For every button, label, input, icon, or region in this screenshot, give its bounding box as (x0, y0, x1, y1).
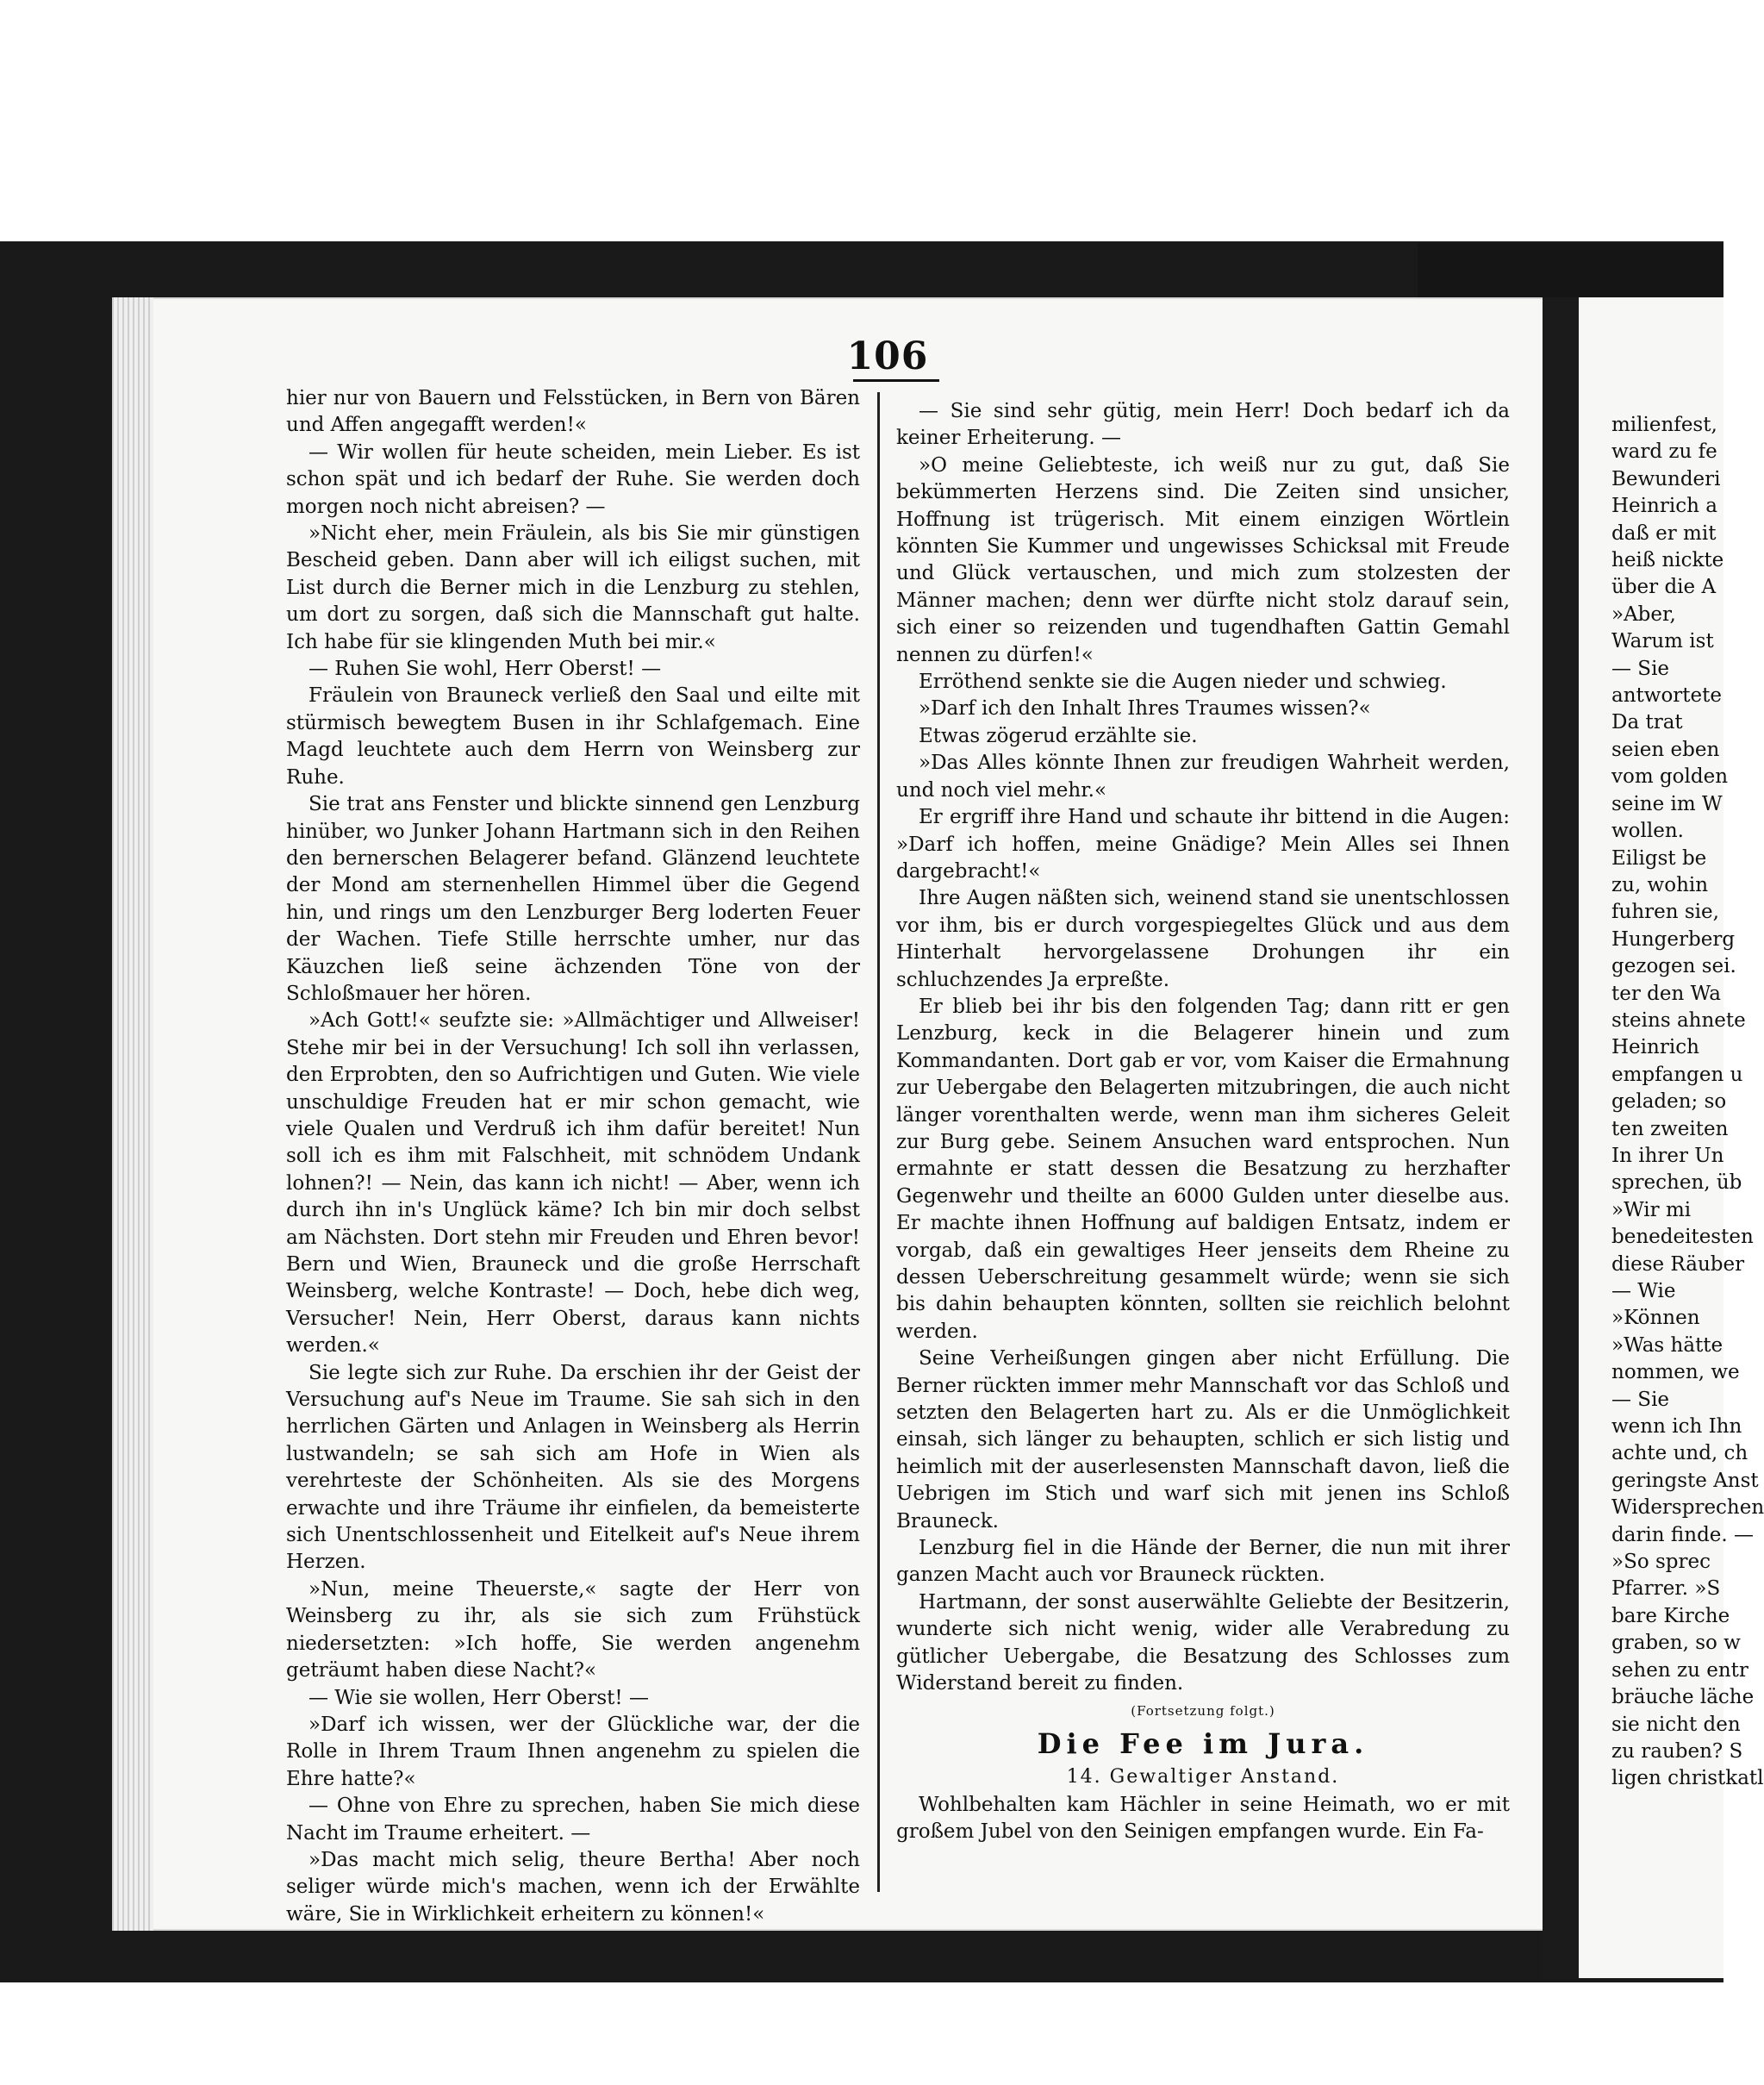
facing-page-line: geringste Anst (1611, 1469, 1759, 1492)
page-edges (112, 297, 153, 1931)
facing-page-line: wenn ich Ihn (1611, 1415, 1742, 1439)
facing-page-line: antwortete (1611, 684, 1723, 708)
facing-page-line: — Sie (1611, 1388, 1670, 1411)
facing-page-line: bare Kirche (1611, 1604, 1730, 1627)
facing-page-line: — Wie (1611, 1280, 1676, 1302)
right-column (896, 398, 1510, 1846)
paragraph: — Wir wollen für heute scheiden, mein Lieber. Es ist schon spät und ich bedarf der Ruhe. Sie werden doch morgen noch nicht abreisen? — (286, 440, 860, 518)
page-number: 106 (846, 334, 929, 378)
facing-page-line: empfangen u (1611, 1063, 1743, 1086)
facing-page-line: milienfest, (1611, 414, 1717, 436)
facing-page-line: »Wir mi (1611, 1198, 1692, 1221)
facing-page-line: daß er mit (1611, 521, 1717, 545)
continuation-note: (Fortsetzung folgt.) (1131, 1702, 1275, 1719)
facing-page-line: heiß nickte (1611, 549, 1724, 572)
page-number-underline (853, 379, 939, 382)
left-column (286, 385, 860, 1928)
paragraph: Er ergriff ihre Hand und schaute ihr bittend in die Augen: »Darf ich hoffen, meine Gnädige? Mein Alles sei Ihnen dargebracht!« (896, 806, 1510, 883)
facing-page-line: diese Räuber (1611, 1252, 1745, 1276)
paragraph: Sie trat ans Fenster und blickte sinnend gen Lenzburg hinüber, wo Junker Johann Hartmann sich in den Reihen den bernerschen Belagerer befand. Glänzend leuchtete der Mond am sternenhellen Himmel über die Gegend hin, und rings um den Lenzburger Berg loderten Feuer der Wachen. Tiefe Stille herrschte umher, nur das Käuzchen ließ seine ächzenden Töne von der Schloßmauer her hören. (286, 793, 860, 1005)
facing-page-line: graben, so w (1611, 1632, 1741, 1655)
paragraph: Hartmann, der sonst auserwählte Geliebte der Besitzerin, wunderte sich nicht wenig, wider alle Verabredung zu gütlicher Uebergabe, die Besatzung des Schlosses zum Widerstand bereit zu finden. (896, 1590, 1510, 1695)
facing-page-line: Warum ist (1611, 630, 1714, 653)
facing-page-line: ward zu fe (1611, 440, 1717, 464)
facing-page-line: Heinrich a (1611, 495, 1717, 518)
paragraph: Etwas zögerud erzählte sie. (919, 724, 1198, 747)
facing-page-line: bräuche läche (1611, 1686, 1755, 1709)
paragraph: »Ach Gott!« seufzte sie: »Allmächtiger und Allweiser! Stehe mir bei in der Versuchung! Ich soll ihn verlassen, den Erprobten, den so Aufrichtigen und Guten. Wie viele unschuldige Freuden hat er mir schon gemacht, wie viele Qualen und Verdruß ich ihm dafür bereitet! Nun soll ich es ihm mit Falschheit, mit schnödem Undank lohnen?! — Nein, das kann ich nicht! — Aber, wenn ich durch ihn in's Unglück käme? Ich bin mir doch selbst am Nächsten. Dort stehn mir Freuden und Ehren bevor! Bern und Wien, Brauneck und die große Herrschaft Weinsberg, welche Kontraste! — Doch, hebe dich weg, Versucher! Nein, Herr Oberst, daraus kann nichts werden.« (286, 1009, 860, 1358)
paragraph: »Nun, meine Theuerste,« sagte der Herr von Weinsberg zu ihr, als sie sich zum Frühstück niedersetzten: »Ich hoffe, Sie werden angenehm geträumt haben diese Nacht?« (286, 1577, 860, 1682)
paragraph: »Darf ich den Inhalt Ihres Traumes wissen?« (919, 697, 1371, 721)
facing-page-line: gezogen sei. (1611, 955, 1736, 978)
paragraph: Fräulein von Brauneck verließ den Saal und eilte mit stürmisch bewegtem Busen in ihr Schlafgemach. Eine Magd leuchtete auch dem Herrn von Weinsberg zur Ruhe. (286, 684, 860, 789)
paragraph: — Ruhen Sie wohl, Herr Oberst! — (309, 658, 662, 681)
paragraph: hier nur von Bauern und Felsstücken, in Bern von Bären und Affen angegafft werden!« (286, 387, 860, 437)
paragraph: »O meine Geliebteste, ich weiß nur zu gut, daß Sie bekümmerten Herzens sind. Die Zeiten sind unsicher, Hoffnung ist trügerisch. Mit einem einzigen Wörtlein könnten Sie Kummer und ungewisses Schicksal mit Freude und Glück vertauschen, und mich zum stolzesten der Männer machen; denn wer dürfte nicht stolz darauf sein, sich einer so reizenden und tugendhaften Gattin Gemahl nennen zu dürfen!« (896, 453, 1510, 666)
facing-page-line: ten zweiten (1611, 1117, 1729, 1140)
facing-page-line: Eiligst be (1611, 846, 1707, 870)
facing-page-line: darin finde. — (1611, 1523, 1755, 1546)
paragraph: Sie legte sich zur Ruhe. Da erschien ihr der Geist der Versuchung auf's Neue im Traume. Sie sah sich in den herrlichen Gärten und Anlagen in Weinsberg als Herrin lustwandeln; se sah sich am Hofe in Wien als verehrteste der Schönheiten. Als sie des Morgens erwachte und ihre Träume ihr einfielen, da bemeisterte sich Unentschlossenheit und Eitelkeit auf's Neue ihrem Herzen. (286, 1361, 860, 1574)
paragraph: — Sie sind sehr gütig, mein Herr! Doch bedarf ich da keiner Erheiterung. — (896, 400, 1510, 450)
scan-top-margin (0, 0, 1723, 241)
facing-page-line: wollen. (1611, 820, 1684, 843)
facing-page-line: Bewunderi (1611, 467, 1721, 490)
facing-page-line: »Können (1611, 1307, 1700, 1330)
facing-page-line: Pfarrer. »S (1611, 1577, 1721, 1601)
facing-page-line: seine im W (1611, 792, 1723, 815)
facing-page-line: ligen christkatl (1611, 1767, 1764, 1790)
facing-page-line: über die A (1611, 576, 1717, 599)
facing-page-line: achte und, ch (1611, 1442, 1748, 1465)
paragraph: Erröthend senkte sie die Augen nieder und schwieg. (919, 671, 1447, 694)
paragraph: »Das Alles könnte Ihnen zur freudigen Wahrheit werden, und noch viel mehr.« (896, 752, 1510, 802)
paragraph: — Wie sie wollen, Herr Oberst! — (309, 1686, 649, 1709)
facing-page-line: nommen, we (1611, 1361, 1740, 1384)
book-gutter (1543, 297, 1579, 1978)
paragraph: — Ohne von Ehre zu sprechen, haben Sie mich diese Nacht im Traume erheitert. — (286, 1795, 860, 1845)
paragraph: »Das macht mich selig, theure Bertha! Aber noch seliger würde mich's machen, wenn ich der Erwählte wäre, Sie in Wirklichkeit erheitern zu können!« (286, 1848, 860, 1926)
facing-page-line: Da trat (1611, 711, 1683, 734)
facing-page-line: seien eben (1611, 738, 1720, 761)
facing-page-line: zu, wohin (1611, 873, 1709, 896)
facing-page-line: »Was hätte (1611, 1333, 1723, 1357)
paragraph: »Nicht eher, mein Fräulein, als bis Sie mir günstigen Bescheid geben. Dann aber will ich eiligst suchen, mit List durch die Berner mich in die Lenzburg zu stehlen, um dort zu sorgen, daß sich die Mannschaft gut halte. Ich habe für sie klingenden Muth bei mir.« (286, 522, 860, 653)
paragraph: Seine Verheißungen gingen aber nicht Erfüllung. Die Berner rückten immer mehr Mannschaft vor das Schloß und setzten den Belagerten hart zu. Als er die Unmöglichkeit einsah, sich länger zu behaupten, schlich er sich listig und heimlich mit der auserlesensten Mannschaft davon, ließ die Uebrigen im Stich und warf sich mit jenen ins Schloß Brauneck. (896, 1347, 1510, 1533)
chapter-title: 14. Gewaltiger Anstand. (1066, 1765, 1340, 1788)
facing-page-line: fuhren sie, (1611, 901, 1719, 924)
facing-page-line: zu rauben? S (1611, 1739, 1743, 1763)
column-divider (877, 392, 880, 1892)
facing-page-line: In ihrer Un (1611, 1144, 1724, 1167)
facing-page-line: sehen zu entr (1611, 1658, 1748, 1682)
facing-page-line: Heinrich (1611, 1036, 1699, 1059)
facing-page-line: — Sie (1611, 657, 1670, 680)
paragraph: Wohlbehalten kam Hächler in seine Heimath, wo er mit großem Jubel von den Seinigen empfangen wurde. Ein Fa- (896, 1793, 1510, 1844)
facing-page-line: vom golden (1611, 765, 1729, 789)
facing-page-line: Widersprechen (1611, 1496, 1764, 1520)
facing-page-line: ter den Wa (1611, 982, 1721, 1005)
facing-page-line: sie nicht den (1611, 1713, 1741, 1736)
facing-page-text (1611, 412, 1764, 1793)
scan-bottom-margin (0, 1982, 1723, 2085)
facing-page-line: steins ahnete (1611, 1008, 1746, 1032)
paragraph: Er blieb bei ihr bis den folgenden Tag; dann ritt er gen Lenzburg, keck in die Belagerer hinein und zum Kommandanten. Dort gab er vor, vom Kaiser die Ermahnung zur Uebergabe den Belagerten mitzubringen, die auch nicht länger vorenthalten werde, wenn man ihm sicheres Geleit zur Burg gebe. Seinem Ansuchen ward entsprochen. Nun ermahnte er statt dessen die Besatzung zu herzhafter Gegenwehr und theilte an 6000 Gulden unter dieselbe aus. Er machte ihnen Hoffnung auf baldigen Entsatz, indem er vorgab, daß ein gewaltiges Heer jenseits dem Rheine zu dessen Ueberschreitung gesammelt würde; wenn sie sich bis dahin behaupten könnten, sollten sie reichlich belohnt werden. (896, 995, 1510, 1343)
paragraph: Ihre Augen näßten sich, weinend stand sie unentschlossen vor ihm, bis er durch vorgespiegeltes Glück und aus dem Hinterhalt hervorgelassene Drohungen ihr ein schluchzendes Ja erpreßte. (896, 887, 1510, 991)
facing-page-line: sprechen, üb (1611, 1171, 1742, 1195)
facing-page-line: Hungerberg (1611, 927, 1736, 951)
facing-page-line: »So sprec (1611, 1551, 1711, 1574)
paragraph: Lenzburg fiel in die Hände der Berner, die nun mit ihrer ganzen Macht auch vor Brauneck rückten. (896, 1537, 1510, 1587)
section-title: Die Fee im Jura. (1037, 1726, 1369, 1760)
facing-page-line: benedeitesten (1611, 1226, 1754, 1249)
facing-page-line: geladen; so (1611, 1090, 1727, 1114)
paragraph: »Darf ich wissen, wer der Glückliche war, der die Rolle in Ihrem Traum Ihnen angenehm zu spielen die Ehre hatte?« (286, 1713, 860, 1790)
facing-page-line: »Aber, (1611, 602, 1676, 626)
